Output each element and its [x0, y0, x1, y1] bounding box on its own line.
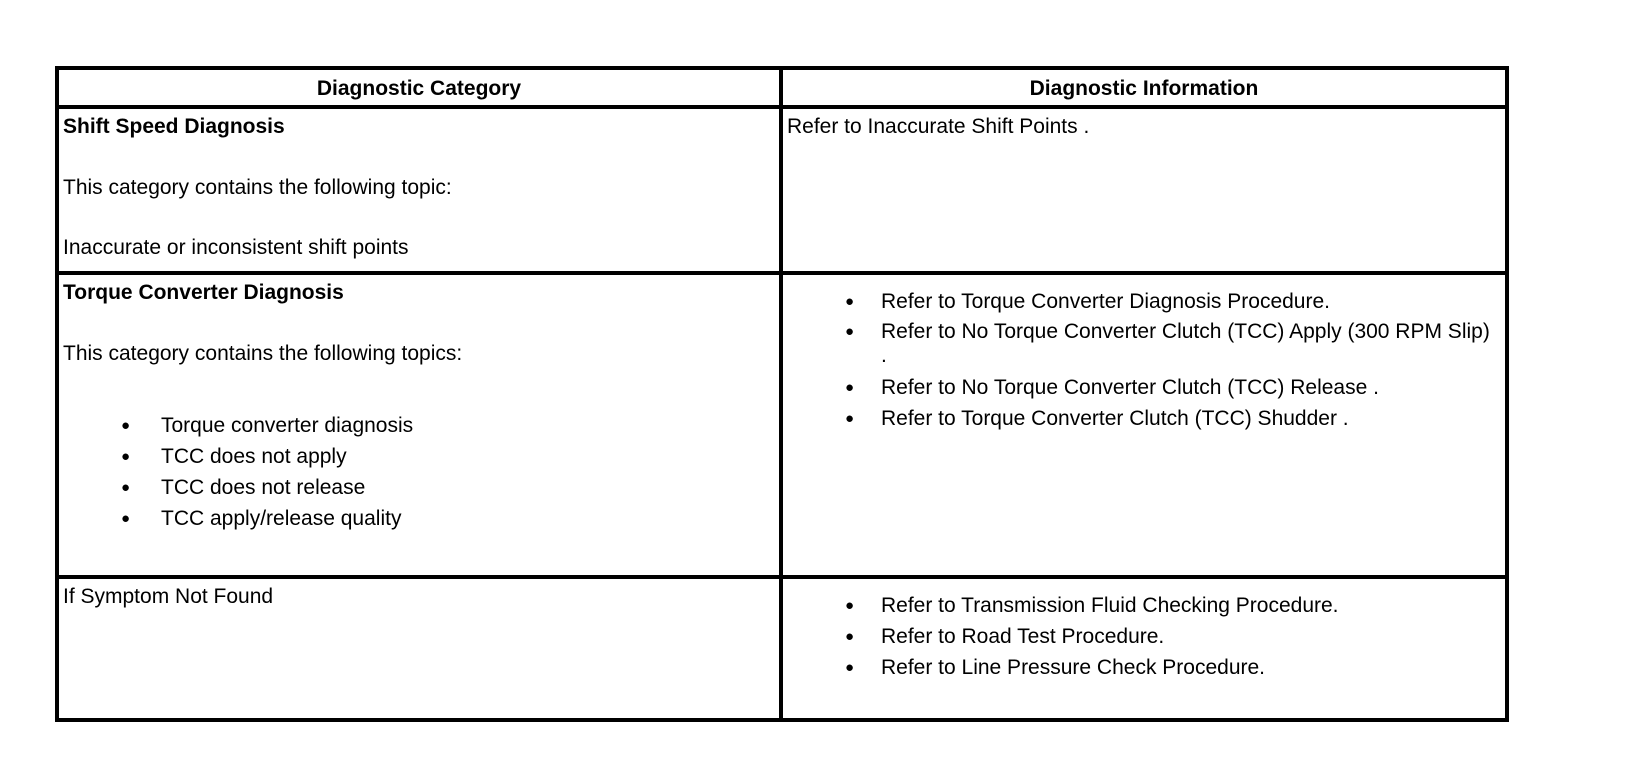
category-topic: Inaccurate or inconsistent shift points: [63, 236, 409, 259]
category-intro: This category contains the following topic:: [63, 176, 452, 199]
diagnostic-table: [55, 66, 1509, 722]
header-diagnostic-information: Diagnostic Information: [781, 68, 1507, 107]
category-text: If Symptom Not Found: [63, 585, 274, 608]
list-item: ● Refer to Line Pressure Check Procedure.: [787, 652, 1501, 683]
category-cell: [57, 273, 781, 577]
header-diagnostic-category: Diagnostic Category: [57, 68, 781, 107]
table-row: [57, 107, 1507, 273]
information-list: [787, 590, 1501, 683]
list-item: ● Refer to No Torque Converter Clutch (TCC) Release .: [787, 372, 1501, 403]
category-topic-list: [63, 410, 775, 534]
list-item: ● TCC apply/release quality: [63, 503, 775, 534]
table-row: [57, 577, 1507, 720]
category-title: Shift Speed Diagnosis: [63, 115, 285, 138]
category-title: Torque Converter Diagnosis: [63, 281, 344, 304]
information-list: [787, 286, 1501, 434]
information-cell: [781, 577, 1507, 720]
category-intro: This category contains the following topics:: [63, 342, 463, 365]
table-row: [57, 273, 1507, 577]
category-cell: [57, 577, 781, 720]
list-item: ● Refer to No Torque Converter Clutch (TCC) Apply (300 RPM Slip) .: [787, 317, 1501, 372]
list-item: ● Refer to Road Test Procedure.: [787, 621, 1501, 652]
list-item: ● TCC does not apply: [63, 441, 775, 472]
category-cell: [57, 107, 781, 273]
list-item: ● Torque converter diagnosis: [63, 410, 775, 441]
list-item: ● TCC does not release: [63, 472, 775, 503]
information-text: Refer to Inaccurate Shift Points .: [786, 115, 1090, 138]
table-header: [57, 68, 1507, 107]
list-item: ● Refer to Torque Converter Clutch (TCC) Shudder .: [787, 403, 1501, 434]
list-item: ● Refer to Transmission Fluid Checking Procedure.: [787, 590, 1501, 621]
information-cell: [781, 107, 1507, 273]
header-row: [57, 68, 1507, 107]
list-item: ● Refer to Torque Converter Diagnosis Procedure.: [787, 286, 1501, 317]
information-cell: [781, 273, 1507, 577]
